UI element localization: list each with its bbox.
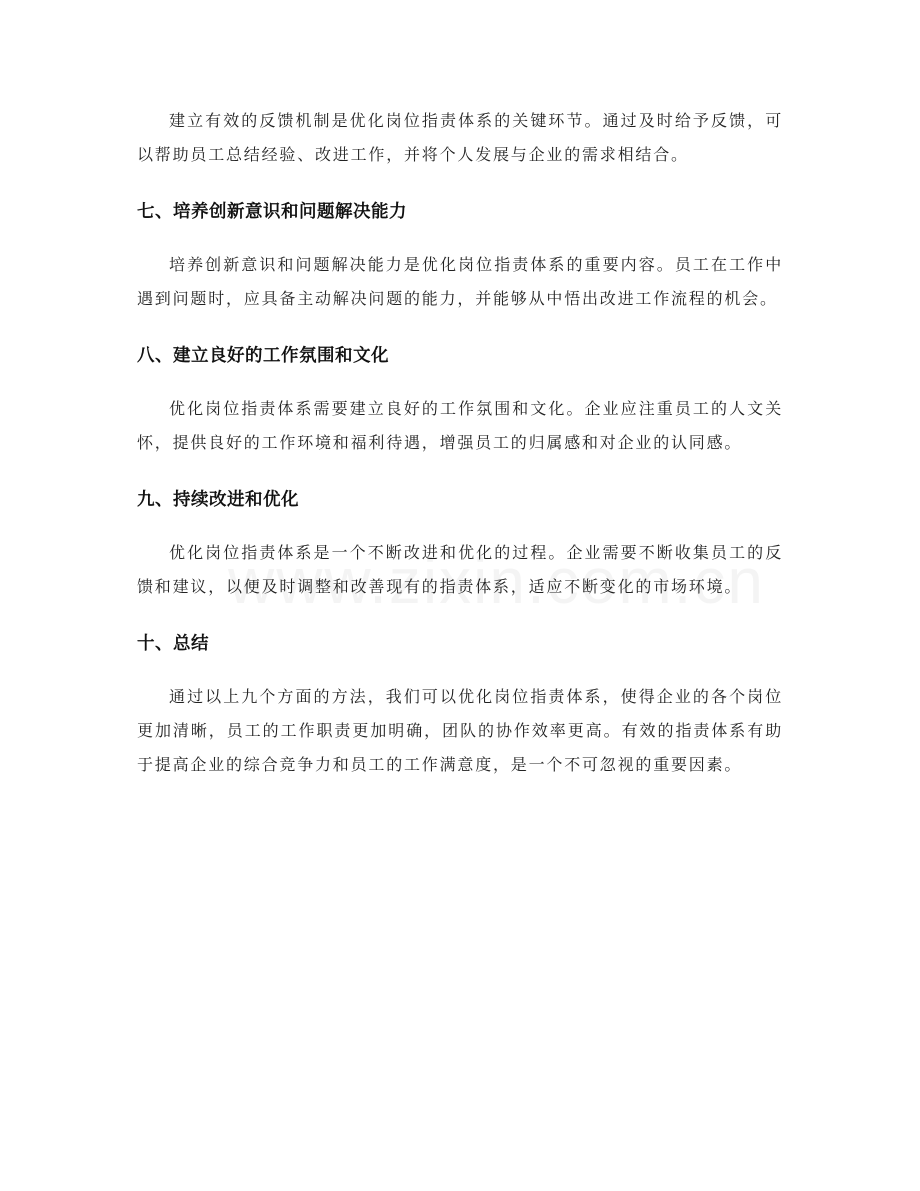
heading-section-8: 八、建立良好的工作氛围和文化 bbox=[137, 346, 389, 366]
document-body bbox=[137, 104, 783, 782]
paragraph-section-10: 通过以上九个方面的方法，我们可以优化岗位指责体系，使得企业的各个岗位更加清晰，员工的工作职责更加明确，团队的协作效率更高。有效的指责体系有助于提高企业的综合竞争力和员工的工作满意度，是一个不可忽视的重要因素。 bbox=[137, 687, 783, 774]
paragraph-section-7: 培养创新意识和问题解决能力是优化岗位指责体系的重要内容。员工在工作中遇到问题时，应具备主动解决问题的能力，并能够从中悟出改进工作流程的机会。 bbox=[137, 255, 783, 308]
heading-section-10: 十、总结 bbox=[137, 634, 209, 654]
paragraph-section-9: 优化岗位指责体系是一个不断改进和优化的过程。企业需要不断收集员工的反馈和建议，以便及时调整和改善现有的指责体系，适应不断变化的市场环境。 bbox=[137, 543, 783, 596]
heading-section-7: 七、培养创新意识和问题解决能力 bbox=[137, 202, 407, 222]
paragraph-section-8: 优化岗位指责体系需要建立良好的工作氛围和文化。企业应注重员工的人文关怀，提供良好的工作环境和福利待遇，增强员工的归属感和对企业的认同感。 bbox=[137, 399, 783, 452]
paragraph-feedback: 建立有效的反馈机制是优化岗位指责体系的关键环节。通过及时给予反馈，可以帮助员工总结经验、改进工作，并将个人发展与企业的需求相结合。 bbox=[137, 111, 783, 164]
heading-section-9: 九、持续改进和优化 bbox=[137, 490, 299, 510]
